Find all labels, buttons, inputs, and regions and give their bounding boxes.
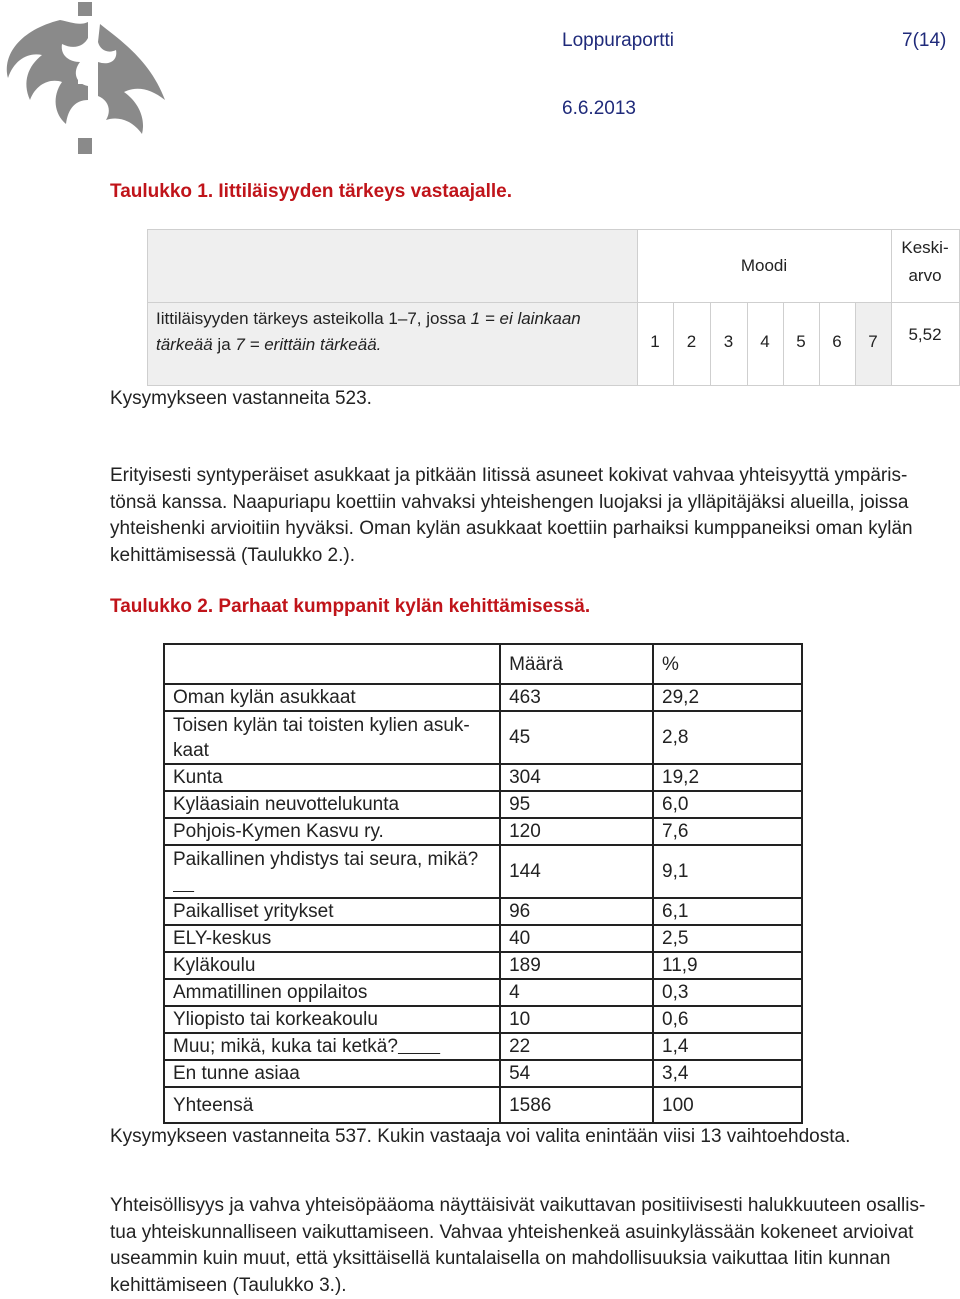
table-cell: 6,0	[653, 791, 802, 818]
desc-italic: tärkeää	[156, 335, 213, 354]
table-row	[164, 898, 802, 925]
report-date: 6.6.2013	[562, 98, 636, 119]
table-cell	[164, 1033, 500, 1060]
table-cell: 40	[500, 925, 653, 952]
table-row	[164, 979, 802, 1006]
table-cell: 22	[500, 1033, 653, 1060]
table-row	[164, 845, 802, 898]
table-row	[164, 1060, 802, 1087]
scale-value-mode: 7	[868, 332, 878, 351]
table-cell: Toisen kylän tai toisten kylien asuk-kaat	[164, 711, 500, 764]
scale-value: 6	[832, 332, 842, 351]
table-cell: 120	[500, 818, 653, 845]
table-row	[164, 818, 802, 845]
desc-italic: 7 = erittäin tärkeää.	[235, 335, 382, 354]
table-cell: 189	[500, 952, 653, 979]
table-cell: Paikalliset yritykset	[164, 898, 500, 925]
table2-caption: Taulukko 2. Parhaat kumppanit kylän kehittämisessä.	[110, 596, 591, 617]
table-cell: 144	[500, 845, 653, 898]
table-cell: 100	[653, 1087, 802, 1123]
table-cell: 4	[500, 979, 653, 1006]
table-cell: 54	[500, 1060, 653, 1087]
table2-header-cell: Määrä	[500, 644, 653, 684]
table1-mean-value: 5,52	[908, 325, 942, 344]
paragraph-2: Yhteisöllisyys ja vahva yhteisöpääoma näyttäisivät vaikuttavan positiivisesti halukkuuteen osallis-tua yhteiskunnalliseen vaikuttamiseen. Vahvaa yhteishenkeä asuinkylässään kokeneet arvioivat useammin kuin muut, että yksittäisellä kuntalaisella on mahdollisuuksia vaikuttaa Iitin kunnan kehittämiseen (Taulukko 3.).	[110, 1195, 926, 1296]
keskiarvo-line2: arvo	[908, 266, 942, 285]
table-cell: 1586	[500, 1087, 653, 1123]
table-cell: Yhteensä	[164, 1087, 500, 1123]
table-cell: 2,5	[653, 925, 802, 952]
table-cell: 95	[500, 791, 653, 818]
page-number: 7(14)	[902, 30, 947, 51]
university-flame-logo-icon	[0, 0, 170, 160]
scale-value: 2	[686, 332, 697, 351]
table-cell: En tunne asiaa	[164, 1060, 500, 1087]
desc-italic: 1 = ei lainkaan	[470, 309, 581, 328]
table-cell: 29,2	[653, 684, 802, 711]
table-row	[164, 764, 802, 791]
table-cell-text: Paikallinen yhdistys tai seura, mikä?	[173, 848, 479, 870]
table-cell: Kunta	[164, 764, 500, 791]
desc-text: Iittiläisyyden tärkeys asteikolla 1–7, jossa	[156, 309, 471, 328]
table-cell: 9,1	[653, 845, 802, 898]
table-cell: 45	[500, 711, 653, 764]
table-row	[164, 925, 802, 952]
table1-keskiarvo-header	[891, 234, 959, 290]
table-cell: Oman kylän asukkaat	[164, 684, 500, 711]
table2-header-cell	[164, 644, 500, 684]
table1-description	[156, 306, 616, 358]
table-cell: Yliopisto tai korkeakoulu	[164, 1006, 500, 1033]
table-cell: 19,2	[653, 764, 802, 791]
table-cell: Pohjois-Kymen Kasvu ry.	[164, 818, 500, 845]
table-row	[164, 711, 802, 764]
table-cell: 1,4	[653, 1033, 802, 1060]
table-cell-text: Muu; mikä, kuka tai ketkä?	[173, 1036, 398, 1057]
table1-caption: Taulukko 1. Iittiläisyyden tärkeys vastaajalle.	[110, 181, 513, 202]
table-cell: 6,1	[653, 898, 802, 925]
table-cell	[164, 845, 500, 898]
table-cell: 3,4	[653, 1060, 802, 1087]
table2-header-row	[164, 644, 802, 684]
scale-value: 5	[796, 332, 806, 351]
table-row	[164, 1006, 802, 1033]
table2	[163, 643, 803, 1124]
scale-value: 1	[650, 332, 660, 351]
keskiarvo-line1: Keski-	[901, 238, 949, 257]
table1-col-divider	[637, 230, 638, 385]
table1-note: Kysymykseen vastanneita 523.	[110, 388, 372, 409]
table-cell: 304	[500, 764, 653, 791]
scale-value: 3	[723, 332, 734, 351]
table1-moodi-header: Moodi	[740, 256, 788, 275]
table-cell: 7,6	[653, 818, 802, 845]
table-cell: 96	[500, 898, 653, 925]
table2-header-cell: %	[653, 644, 802, 684]
table-cell: Kyläkoulu	[164, 952, 500, 979]
table-cell: 0,3	[653, 979, 802, 1006]
table-cell: 10	[500, 1006, 653, 1033]
table-row	[164, 684, 802, 711]
scale-value: 4	[760, 332, 770, 351]
table-cell: 463	[500, 684, 653, 711]
table-cell: 0,6	[653, 1006, 802, 1033]
table-cell: Kyläasiain neuvottelukunta	[164, 791, 500, 818]
table-cell: Ammatillinen oppilaitos	[164, 979, 500, 1006]
table2-note: Kysymykseen vastanneita 537. Kukin vastaaja voi valita enintään viisi 13 vaihtoehdosta.	[110, 1126, 851, 1147]
table-row	[164, 952, 802, 979]
table-cell: ELY-keskus	[164, 925, 500, 952]
table1	[147, 229, 960, 386]
table2-total-row	[164, 1087, 802, 1123]
paragraph-1: Erityisesti syntyperäiset asukkaat ja pitkään Iitissä asuneet kokivat vahvaa yhteisyyttä ympäris-tönsä kanssa. Naapuriapu koettiin vahvaksi yhteishengen luojaksi ja ylläpitäjäksi alueilla, joissa yhteishenki arvioitiin hyväksi. Oman kylän asukkaat koettiin parhaiksi kumppaneiksi oman kylän kehittämisessä (Taulukko 2.).	[110, 465, 913, 566]
table-row	[164, 1033, 802, 1060]
table-row	[164, 791, 802, 818]
table1-row-divider	[148, 302, 959, 303]
desc-text: ja	[212, 335, 236, 354]
report-title: Loppuraportti	[562, 30, 674, 51]
table-cell: 2,8	[653, 711, 802, 764]
table-cell: 11,9	[653, 952, 802, 979]
